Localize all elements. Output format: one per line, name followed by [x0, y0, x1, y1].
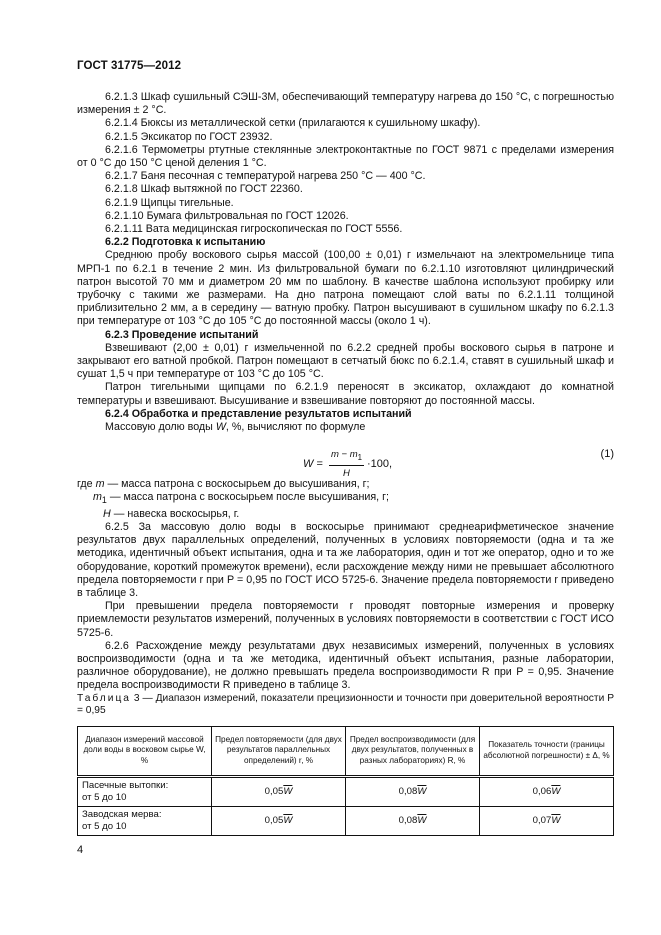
cell-range-label: Пасечные вытопки: [82, 780, 169, 792]
legend-sub-m1: 1 [101, 495, 107, 506]
paragraph-6-2-5-b: При превышении предела повторяемости r проводят повторные измерения и проверку приемлемости результатов измерений, полученных в условиях повторяемости в соответствии с ГОСТ ИСО 5725-6. [77, 600, 614, 639]
formula-1 [77, 440, 614, 480]
formula-number: (1) [600, 448, 614, 461]
cell-repeatability [212, 776, 346, 806]
paragraph-6-2-2: Среднюю пробу воскового сырья массой (100,00 ± 0,01) г измельчают на электромельнице типа МРП-1 по 6.2.1 в течение 2 мин. Из фильтровальной бумаги по 6.2.1.10 изготовляют цилиндрический патрон высотой 70 мм и диаметром 20 мм по шаблону. В качестве шаблона используют пробирку или трубочку с такими же размерами. На дно патрона помещают слой ваты по 6.2.1.11 толщиной приблизительно 2 мм, а в середину — ватную пробку. Патрон высушивают в сушильном шкафу по 6.2.1.3 при температуре от 103 °С до 105 °С до постоянной массы (около 1 ч). [77, 249, 614, 328]
cell-reproducibility [346, 776, 480, 806]
section-heading-6-2-2: 6.2.2 Подготовка к испытанию [105, 236, 266, 249]
formula-tail: ·100, [367, 458, 393, 471]
formula-numerator-text: m − m [330, 449, 358, 461]
table-row [78, 776, 614, 806]
cell-range-value: от 5 до 10 [82, 820, 127, 832]
legend-row-m1 [77, 491, 614, 507]
page-number: 4 [77, 844, 84, 856]
item-6-2-1-8: 6.2.1.8 Шкаф вытяжной по ГОСТ 22360. [105, 183, 303, 196]
cell-R-coef: 0,08 [398, 814, 418, 826]
item-6-2-1-4: 6.2.1.4 Бюксы из металлической сетки (прилагаются к сушильному шкафу). [105, 117, 481, 130]
cell-reproducibility [346, 806, 480, 835]
table-caption-word: Таблица [77, 692, 131, 704]
cell-range [78, 776, 212, 806]
formula-numerator-sub: 1 [357, 453, 363, 463]
item-6-2-1-11: 6.2.1.11 Вата медицинская гигроскопическая по ГОСТ 5556. [105, 223, 403, 236]
cell-R-var: $\overline{W}$ [417, 814, 427, 826]
cell-range-label: Заводская мерва: [82, 809, 162, 821]
legend-var-m: m [95, 478, 105, 491]
section-heading-6-2-3: 6.2.3 Проведение испытаний [105, 328, 259, 341]
formula-numerator [329, 448, 364, 466]
cell-r-coef: 0,05 [264, 814, 284, 826]
legend-row-h [77, 508, 614, 521]
cell-r-var: $\overline{W}$ [283, 785, 293, 797]
table-3-caption [77, 693, 614, 718]
cell-r-coef: 0,05 [264, 785, 284, 797]
cell-R-var: $\overline{W}$ [417, 785, 427, 797]
table-row [78, 806, 614, 835]
table-caption-text: 3 — Диапазон измерений, показатели прецизионности и точности при доверительной вероятности P = 0,95 [77, 692, 614, 717]
item-6-2-1-9: 6.2.1.9 Щипцы тигельные. [105, 196, 234, 209]
variable-w: W [215, 421, 226, 434]
paragraph-6-2-4-pre: Массовую долю воды [105, 421, 216, 434]
legend-var-m1: m [93, 491, 102, 504]
header-range: Диапазон измерений массовой доли воды в восковом сырье W, % [78, 726, 212, 776]
formula-denominator-text: H [343, 468, 350, 480]
cell-accuracy [480, 806, 614, 835]
formula-legend [77, 478, 614, 521]
document-header: ГОСТ 31775—2012 [77, 60, 182, 72]
formula-denominator [329, 466, 364, 480]
section-heading-6-2-4: 6.2.4 Обработка и представление результатов испытаний [105, 407, 412, 420]
paragraph-6-2-4 [77, 421, 614, 434]
item-6-2-1-3: 6.2.1.3 Шкаф сушильный СЭШ-3М, обеспечивающий температуру нагрева до 150 °С, с погрешностью измерения ± 2 °С. [77, 91, 614, 117]
cell-d-coef: 0,06 [532, 785, 552, 797]
item-6-2-1-6: 6.2.1.6 Термометры ртутные стеклянные электроконтактные по ГОСТ 9871 с пределами измерения от 0 °С до 150 °С ценой деления 1 °С. [77, 143, 614, 170]
item-6-2-1-10: 6.2.1.10 Бумага фильтровальная по ГОСТ 12026. [105, 209, 349, 222]
formula-lhs: W [303, 458, 314, 471]
cell-r-var: $\overline{W}$ [283, 814, 293, 826]
header-accuracy: Показатель точности (границы абсолютной погрешности) ± Δ, % [480, 726, 614, 776]
header-reproducibility: Предел воспроизводимости (для двух результатов, полученных в разных лабораториях) R, % [346, 726, 480, 776]
cell-d-var: $\overline{W}$ [551, 814, 561, 826]
legend-text-h: — навеска воскосырья, г. [110, 507, 240, 520]
paragraph-6-2-6: 6.2.6 Расхождение между результатами двух независимых измерений, полученных в условиях воспроизводимости (одна и та же методика, идентичный объект испытания, разные лаборатории, различное оборудование), не должно превышать предела воспроизводимости R при P = 0,95. Значение предела воспроизводимости R приведено в таблице 3. [77, 639, 614, 692]
cell-range [78, 806, 212, 835]
paragraph-6-2-3-a: Взвешивают (2,00 ± 0,01) г измельченной по 6.2.2 средней пробы воскового сырья в патроне и закрывают его ватной пробкой. Патрон помещают в сетчатый бюкс по 6.2.1.4, ставят в сушильный шкаф и сушат 1,5 ч при температуре от 103 °С до 105 °С. [77, 341, 614, 381]
item-6-2-1-7: 6.2.1.7 Баня песочная с температурой нагрева 250 °С — 400 °С. [105, 170, 426, 183]
cell-range-value: от 5 до 10 [82, 791, 127, 803]
cell-accuracy [480, 776, 614, 806]
document-body [77, 91, 614, 836]
cell-d-var: $\overline{W}$ [551, 785, 561, 797]
legend-text-m: — масса патрона с воскосырьем до высушивания, г; [104, 478, 370, 491]
paragraph-6-2-4-post: , %, вычисляют по формуле [225, 421, 366, 434]
legend-var-h: H [103, 507, 111, 520]
paragraph-6-2-3-b: Патрон тигельными щипцами по 6.2.1.9 переносят в эксикатор, охлаждают до комнатной температуры и взвешивают. Высушивание и взвешивание повторяют до постоянной массы. [77, 381, 614, 407]
table-3 [77, 726, 614, 836]
legend-lead: где [77, 478, 96, 491]
formula-fraction [329, 448, 364, 480]
formula-expression [303, 448, 392, 480]
cell-d-coef: 0,07 [532, 814, 552, 826]
formula-equals: = [316, 458, 323, 471]
paragraph-6-2-5: 6.2.5 За массовую долю воды в воскосырье принимают среднеарифметическое значение результатов двух параллельных определений, полученных в условиях повторяемости (одна и та же методика, идентичный объект испытания, одна и та же лаборатория, один и тот же оператор, одно и то же оборудование, короткий промежуток времени), если расхождение между ними не превышает абсолютного предела повторяемости r при P = 0,95 по ГОСТ ИСО 5725-6. Значение предела повторяемости r приведено в таблице 3. [77, 521, 614, 600]
legend-text-m1: — масса патрона с воскосырьем после высушивания, г; [106, 491, 389, 504]
cell-repeatability [212, 806, 346, 835]
cell-R-coef: 0,08 [398, 785, 418, 797]
item-6-2-1-5: 6.2.1.5 Эксикатор по ГОСТ 23932. [105, 130, 273, 143]
header-repeatability: Предел повторяемости (для двух результатов параллельных определений) r, % [212, 726, 346, 776]
table-header-row [78, 726, 614, 776]
